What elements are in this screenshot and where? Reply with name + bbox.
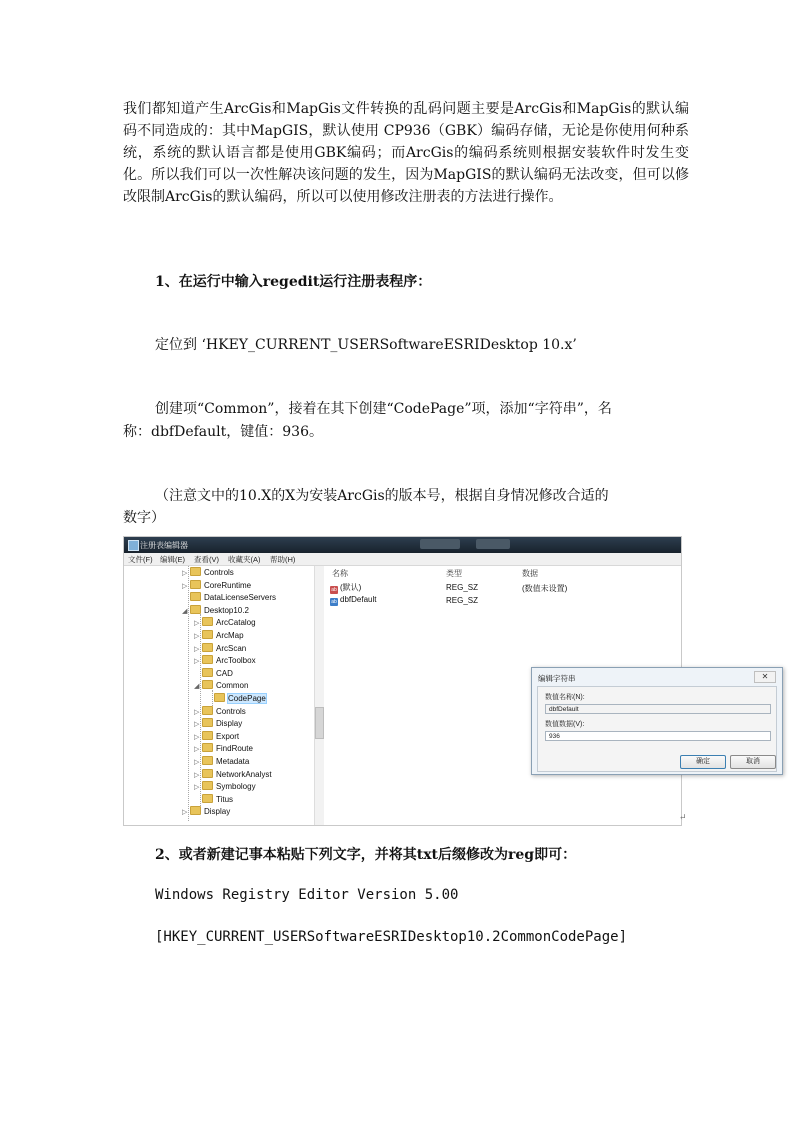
folder-icon	[190, 580, 201, 589]
tree-node-label: ArcToolbox	[216, 656, 256, 666]
folder-icon	[190, 605, 201, 614]
tree-node-label: Controls	[216, 706, 246, 716]
ok-button[interactable]: 确定	[680, 755, 726, 769]
collapsed-arrow-icon[interactable]: ▷	[194, 759, 200, 766]
folder-icon	[202, 718, 213, 727]
tree-node[interactable]	[194, 718, 242, 730]
tree-node-label: Export	[216, 731, 240, 741]
tree-node[interactable]	[194, 743, 253, 755]
values-pane	[324, 566, 769, 825]
column-data[interactable]: 数据	[522, 569, 538, 578]
menu-help[interactable]: 帮助(H)	[270, 555, 296, 564]
dialog-title: 编辑字符串	[538, 674, 576, 683]
collapsed-arrow-icon[interactable]: ▷	[194, 784, 200, 792]
folder-icon	[202, 769, 213, 778]
value-data-label: 数值数据(V):	[545, 721, 585, 728]
tree-node[interactable]	[194, 617, 256, 629]
tree-node[interactable]	[194, 655, 256, 667]
locate-text: 定位到 ‘HKEY_CURRENT_USERSoftwareESRIDesktop 10.x’	[155, 337, 577, 353]
tree-node-label: Metadata	[216, 757, 250, 766]
expanded-arrow-icon[interactable]: ◢	[182, 607, 188, 615]
taskbar-blur	[420, 539, 460, 549]
tree-node-label: Symbology	[216, 782, 256, 792]
tree-node-label: Display	[216, 719, 243, 729]
tree-node-label: Desktop10.2	[204, 605, 249, 615]
tree-node[interactable]	[194, 643, 246, 655]
tree-node-label: FindRoute	[216, 744, 253, 754]
tree-node[interactable]	[182, 580, 251, 592]
tree-node[interactable]	[206, 693, 266, 705]
create-text-line1: 创建项“Common”，接着在其下创建“CodePage”项，添加“字符串”，名	[155, 401, 612, 417]
folder-icon	[202, 680, 213, 689]
collapsed-arrow-icon[interactable]: ▷	[194, 721, 200, 729]
folder-icon	[202, 794, 213, 803]
folder-icon	[202, 643, 213, 652]
string-value-icon: ab	[331, 587, 337, 593]
reg-file-line1: Windows Registry Editor Version 5.00	[155, 887, 459, 903]
create-text-line2: 称：dbfDefault，键值：936。	[123, 424, 323, 440]
value-row-default[interactable]: ab (默认)	[331, 583, 362, 593]
collapsed-arrow-icon[interactable]: ▷	[182, 809, 188, 817]
tree-node[interactable]	[194, 756, 249, 768]
tree-node-label: NetworkAnalyst	[216, 769, 272, 779]
folder-icon	[202, 655, 213, 664]
paragraph-mark: ↵	[679, 813, 687, 823]
collapsed-arrow-icon[interactable]: ▷	[182, 570, 188, 577]
collapsed-arrow-icon[interactable]: ▷	[194, 771, 200, 779]
tree-node-label: ArcScan	[216, 643, 247, 653]
tree-node[interactable]	[194, 668, 233, 680]
folder-icon	[190, 567, 201, 576]
folder-icon	[202, 630, 213, 639]
collapsed-arrow-icon[interactable]: ▷	[182, 582, 188, 590]
regedit-icon	[128, 540, 139, 551]
column-type[interactable]: 类型	[446, 569, 462, 578]
tree-node-label: ArcMap	[216, 631, 244, 640]
folder-icon	[202, 668, 213, 677]
cancel-button[interactable]: 取消	[730, 755, 776, 769]
tree-node-label: Controls	[204, 568, 234, 577]
tree-node[interactable]	[182, 806, 230, 818]
tree-node-label: Common	[216, 681, 249, 691]
intro-paragraph: 我们都知道产生ArcGis和MapGis文件转换的乱码问题主要是ArcGis和MapGis的默认编码不同造成的：其中MapGIS，默认使用 CP936（GBK）编码存储，无论是你使用何种系统，系统的默认语言都是使用GBK编码；而ArcGis的编码系统则根据安装软件时发生变化。所以我们可以一次性解决该问题的发生，因为MapGIS的默认编码无法改变，但可以修改限制ArcGis的默认编码，所以可以使用修改注册表的方法进行操作。	[123, 101, 689, 205]
menu-bar	[124, 553, 681, 566]
collapsed-arrow-icon[interactable]: ▷	[194, 746, 200, 754]
tree-node-label: DataLicenseServers	[204, 593, 277, 603]
tree-node[interactable]	[194, 794, 233, 806]
collapsed-arrow-icon[interactable]: ▷	[194, 733, 200, 741]
value-type: REG_SZ	[446, 596, 479, 605]
collapsed-arrow-icon[interactable]: ▷	[194, 708, 200, 716]
tree-node-label: Display	[204, 807, 231, 817]
value-name-field[interactable]: dbfDefault	[545, 704, 771, 714]
tree-node[interactable]	[194, 769, 272, 781]
taskbar-blur	[476, 539, 510, 549]
tree-node[interactable]	[194, 680, 248, 692]
edit-string-dialog	[531, 667, 783, 775]
collapsed-arrow-icon[interactable]: ▷	[194, 658, 200, 666]
note-line2: 数字）	[123, 510, 165, 526]
folder-icon	[202, 706, 213, 715]
step1-heading: 1、在运行中输入regedit运行注册表程序：	[155, 274, 432, 290]
tree-node-label: ArcCatalog	[216, 618, 256, 628]
value-data-field[interactable]: 936	[545, 731, 771, 741]
column-name[interactable]: 名称	[332, 569, 348, 578]
value-row-dbfdefault[interactable]: ab dbfDefault	[331, 595, 377, 605]
note-line1: （注意文中的10.X的X为安装ArcGis的版本号，根据自身情况修改合适的	[155, 488, 609, 504]
tree-node[interactable]	[182, 592, 276, 604]
expanded-arrow-icon[interactable]: ◢	[194, 683, 200, 691]
tree-node[interactable]	[182, 567, 234, 579]
collapsed-arrow-icon[interactable]: ▷	[194, 645, 200, 653]
tree-node[interactable]	[182, 605, 249, 617]
tree-node-label: CAD	[216, 668, 233, 678]
folder-icon	[214, 693, 225, 702]
value-type: REG_SZ	[446, 583, 479, 592]
window-titlebar	[124, 537, 681, 553]
tree-node[interactable]	[194, 706, 246, 718]
folder-icon	[202, 743, 213, 752]
registry-tree	[124, 566, 314, 825]
tree-node-label: CoreRuntime	[204, 580, 252, 590]
folder-icon	[202, 781, 213, 790]
window-title: 注册表编辑器	[140, 541, 188, 550]
menu-view[interactable]: 查看(V)	[194, 555, 219, 564]
collapsed-arrow-icon[interactable]: ▷	[194, 620, 200, 628]
dialog-body	[537, 686, 777, 772]
value-data: (数值未设置)	[522, 584, 568, 593]
folder-icon	[202, 731, 213, 740]
tree-node[interactable]	[194, 781, 256, 793]
registry-editor-screenshot	[123, 536, 769, 826]
tree-scrollbar-thumb[interactable]	[315, 707, 324, 739]
tree-node[interactable]	[194, 731, 239, 743]
menu-edit[interactable]: 编辑(E)	[160, 555, 185, 564]
tree-node[interactable]	[194, 630, 244, 642]
folder-icon	[202, 617, 213, 626]
tree-node-label: Titus	[216, 794, 234, 804]
value-name-label: 数值名称(N):	[545, 694, 585, 701]
step2-heading: 2、或者新建记事本粘贴下列文字，并将其txt后缀修改为reg即可：	[155, 847, 577, 863]
tree-node-label: CodePage	[228, 694, 266, 703]
folder-icon	[190, 592, 201, 601]
menu-favorites[interactable]: 收藏夹(A)	[228, 555, 261, 564]
string-value-icon: ab	[331, 599, 337, 605]
folder-icon	[190, 806, 201, 815]
close-icon[interactable]: ✕	[754, 671, 776, 683]
folder-icon	[202, 756, 213, 765]
reg-file-line2: [HKEY_CURRENT_USERSoftwareESRIDesktop10.2CommonCodePage]	[155, 929, 628, 945]
menu-file[interactable]: 文件(F)	[128, 555, 153, 564]
collapsed-arrow-icon[interactable]: ▷	[194, 633, 200, 640]
